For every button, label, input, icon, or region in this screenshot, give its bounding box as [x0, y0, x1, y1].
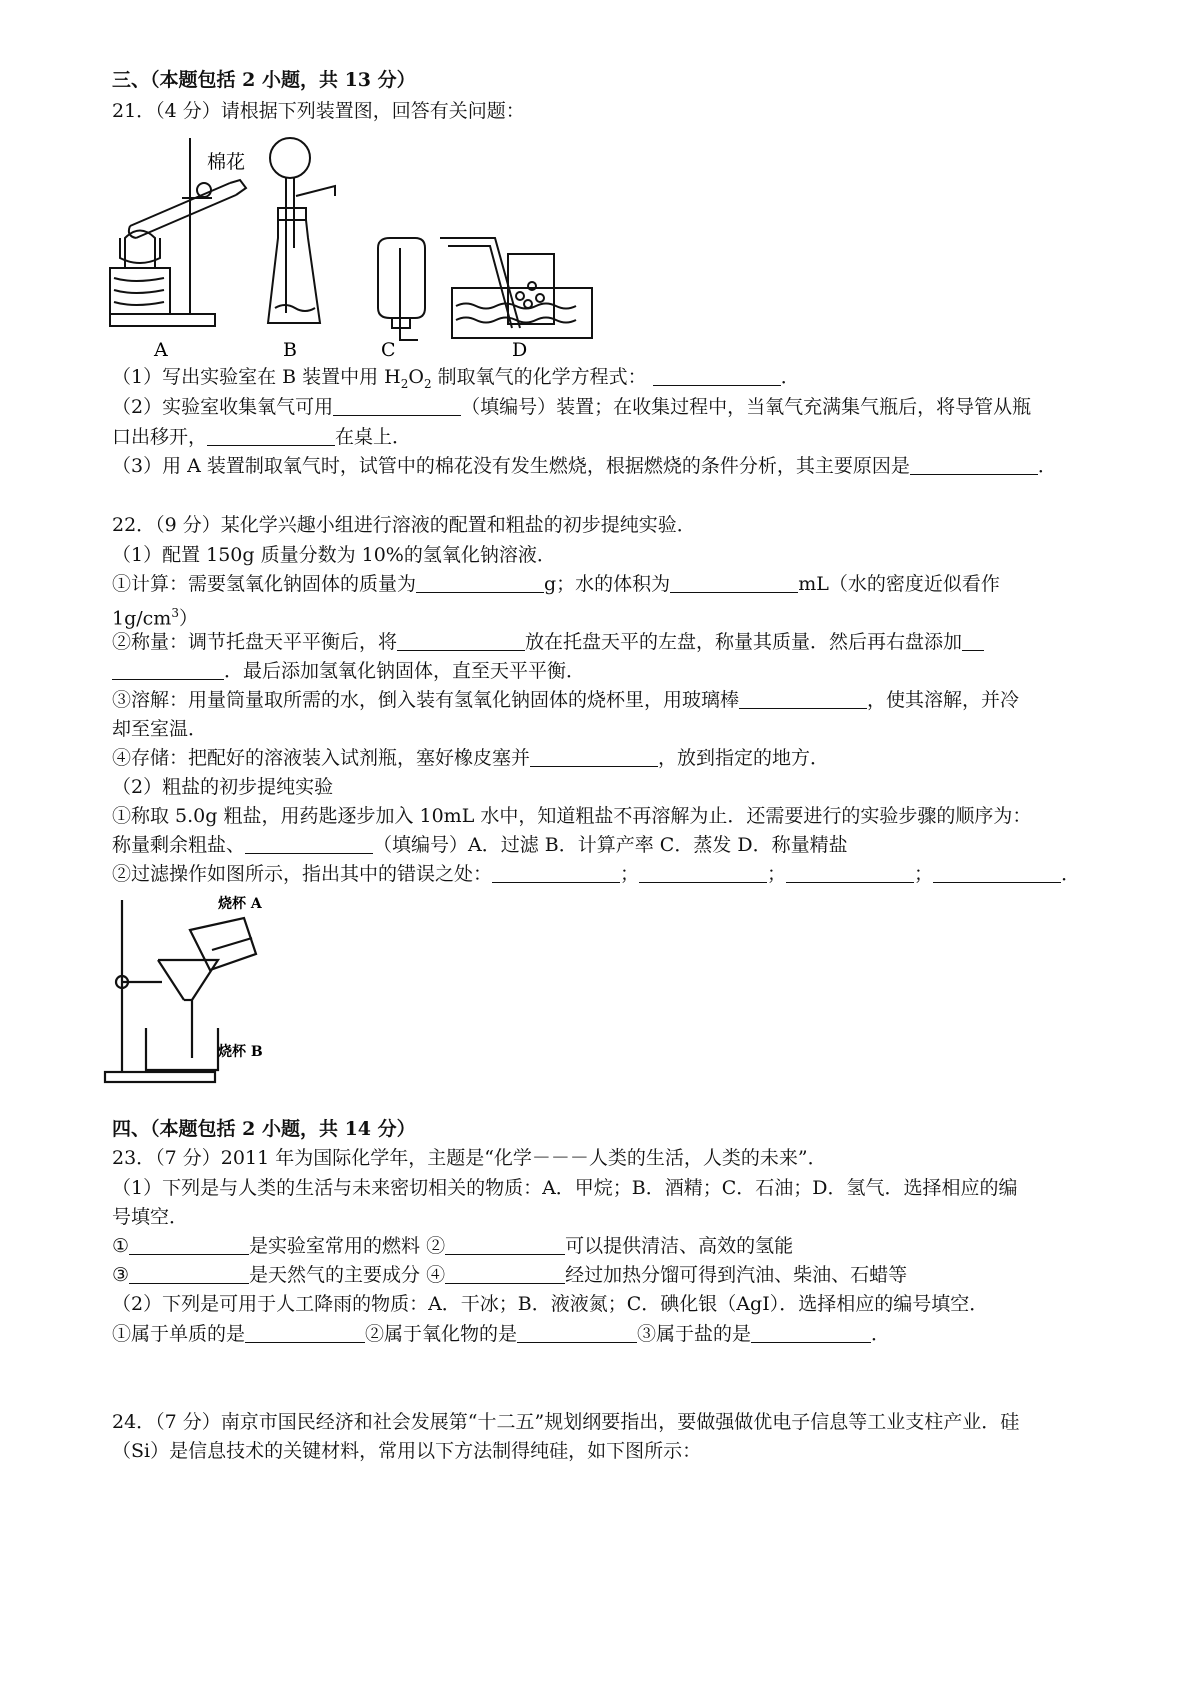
q23-row3: ①属于单质的是 ②属于氧化物的是 ③属于盐的是 ．: [112, 1323, 891, 1345]
q23-s2: （2）下列是可用于人工降雨的物质：A．干冰；B．液液氮；C．碘化银（AgI）．选择相应的编号填空．: [112, 1293, 989, 1315]
answer-blank[interactable]: [786, 864, 914, 883]
label-c: C: [381, 339, 396, 361]
q22-dissolve: ③溶解：用量筒量取所需的水，倒入装有氢氧化钠固体的烧杯里，用玻璃棒 ，使其溶解，并冷: [112, 689, 1020, 711]
q22-filter: ②过滤操作如图所示，指出其中的错误之处： ； ； ； ．: [112, 863, 1081, 885]
cotton-label: 棉花: [207, 151, 246, 173]
apparatus-figure: [100, 128, 600, 378]
q22-calc-cont: $1g/cm^3$）: [112, 606, 198, 630]
answer-blank[interactable]: [445, 1236, 565, 1255]
q23-s1: （1）下列是与人类的生活与未来密切相关的物质：A．甲烷；B．酒精；C．石油；D．氢气．选择相应的编: [112, 1177, 1018, 1199]
answer-blank[interactable]: [245, 835, 373, 854]
filtration-figure: [100, 890, 300, 1090]
answer-blank[interactable]: [962, 632, 984, 651]
answer-blank[interactable]: [933, 864, 1061, 883]
answer-blank[interactable]: [112, 661, 224, 680]
answer-blank[interactable]: [207, 427, 335, 446]
label-a: A: [154, 339, 168, 361]
answer-blank[interactable]: [751, 1324, 871, 1343]
apparatus-d: [440, 238, 592, 338]
section4-heading: 四、（本题包括 2 小题，共 14 分）: [112, 1118, 416, 1140]
answer-blank[interactable]: [416, 574, 544, 593]
q24-stem-cont: （Si）是信息技术的关键材料，常用以下方法制得纯硅，如下图所示：: [112, 1440, 702, 1462]
answer-blank[interactable]: [639, 864, 767, 883]
beaker-a-label: 烧杯 A: [218, 896, 262, 912]
answer-blank[interactable]: [397, 632, 525, 651]
apparatus-b: [268, 138, 335, 323]
q22-salt-cont: 称量剩余粗盐、 （填编号）A．过滤 B．计算产率 C．蒸发 D．称量精盐: [112, 834, 848, 856]
q24-stem: 24．（7 分）南京市国民经济和社会发展第“十二五”规划纲要指出，要做强做优电子信息等工业支柱产业．硅: [112, 1411, 1020, 1433]
beaker-b-label: 烧杯 B: [218, 1044, 263, 1060]
q21-part3: （3）用 A 装置制取氧气时，试管中的棉花没有发生燃烧，根据燃烧的条件分析，其主要原因是 ．: [112, 455, 1057, 477]
q22-store: ④存储：把配好的溶液装入试剂瓶，塞好橡皮塞并 ，放到指定的地方．: [112, 747, 830, 769]
q22-weigh-cont: ．最后添加氢氧化钠固体，直至天平平衡．: [112, 657, 585, 685]
answer-blank[interactable]: [530, 748, 658, 767]
q21-part1: （1）写出实验室在 B 装置中用 $H_2O_2$ 制取氧气的化学方程式： ．: [112, 366, 800, 391]
q21-part2: （2）实验室收集氧气可用 （填编号）装置；在收集过程中，当氧气充满集气瓶后，将导管从瓶: [112, 396, 1032, 418]
answer-blank[interactable]: [129, 1236, 249, 1255]
q22-weigh: ②称量：调节托盘天平平衡后，将 放在托盘天平的左盘，称量其质量．然后再右盘添加: [112, 628, 984, 656]
q21-stem: 21．（4 分）请根据下列装置图，回答有关问题：: [112, 100, 525, 122]
answer-blank[interactable]: [653, 367, 781, 386]
answer-blank[interactable]: [739, 690, 867, 709]
q23-row2: ③ 是天然气的主要成分 ④ 经过加热分馏可得到汽油、柴油、石蜡等: [112, 1264, 908, 1286]
q23-s1-cont: 号填空．: [112, 1206, 189, 1228]
q22-salt: ①称取 5.0g 粗盐，用药匙逐步加入 10mL 水中，知道粗盐不再溶解为止．还需要进行的实验步骤的顺序为：: [112, 805, 1032, 827]
q22-calc: ①计算：需要氢氧化钠固体的质量为 g；水的体积为 mL（水的密度近似看作: [112, 573, 1000, 595]
answer-blank[interactable]: [517, 1324, 637, 1343]
q22-dissolve-cont: 却至室温．: [112, 718, 208, 740]
label-b: B: [283, 339, 297, 361]
answer-blank[interactable]: [670, 574, 798, 593]
answer-blank[interactable]: [245, 1324, 365, 1343]
q22-s1: （1）配置 150g 质量分数为 10%的氢氧化钠溶液．: [112, 544, 556, 566]
answer-blank[interactable]: [492, 864, 620, 883]
q21-part2-cont: 口出移开， 在桌上．: [112, 426, 412, 448]
answer-blank[interactable]: [910, 456, 1038, 475]
q22-stem: 22．（9 分）某化学兴趣小组进行溶液的配置和粗盐的初步提纯实验．: [112, 514, 696, 536]
q23-row1: ① 是实验室常用的燃料 ② 可以提供清洁、高效的氢能: [112, 1235, 794, 1257]
q22-s2: （2）粗盐的初步提纯实验: [112, 776, 334, 798]
section3-heading: 三、（本题包括 2 小题，共 13 分）: [112, 69, 416, 91]
q23-stem: 23．（7 分）2011 年为国际化学年，主题是“化学－－－人类的生活，人类的未来”．: [112, 1147, 827, 1169]
apparatus-c: [378, 238, 425, 340]
answer-blank[interactable]: [445, 1265, 565, 1284]
label-d: D: [512, 339, 528, 361]
answer-blank[interactable]: [333, 397, 461, 416]
answer-blank[interactable]: [129, 1265, 249, 1284]
